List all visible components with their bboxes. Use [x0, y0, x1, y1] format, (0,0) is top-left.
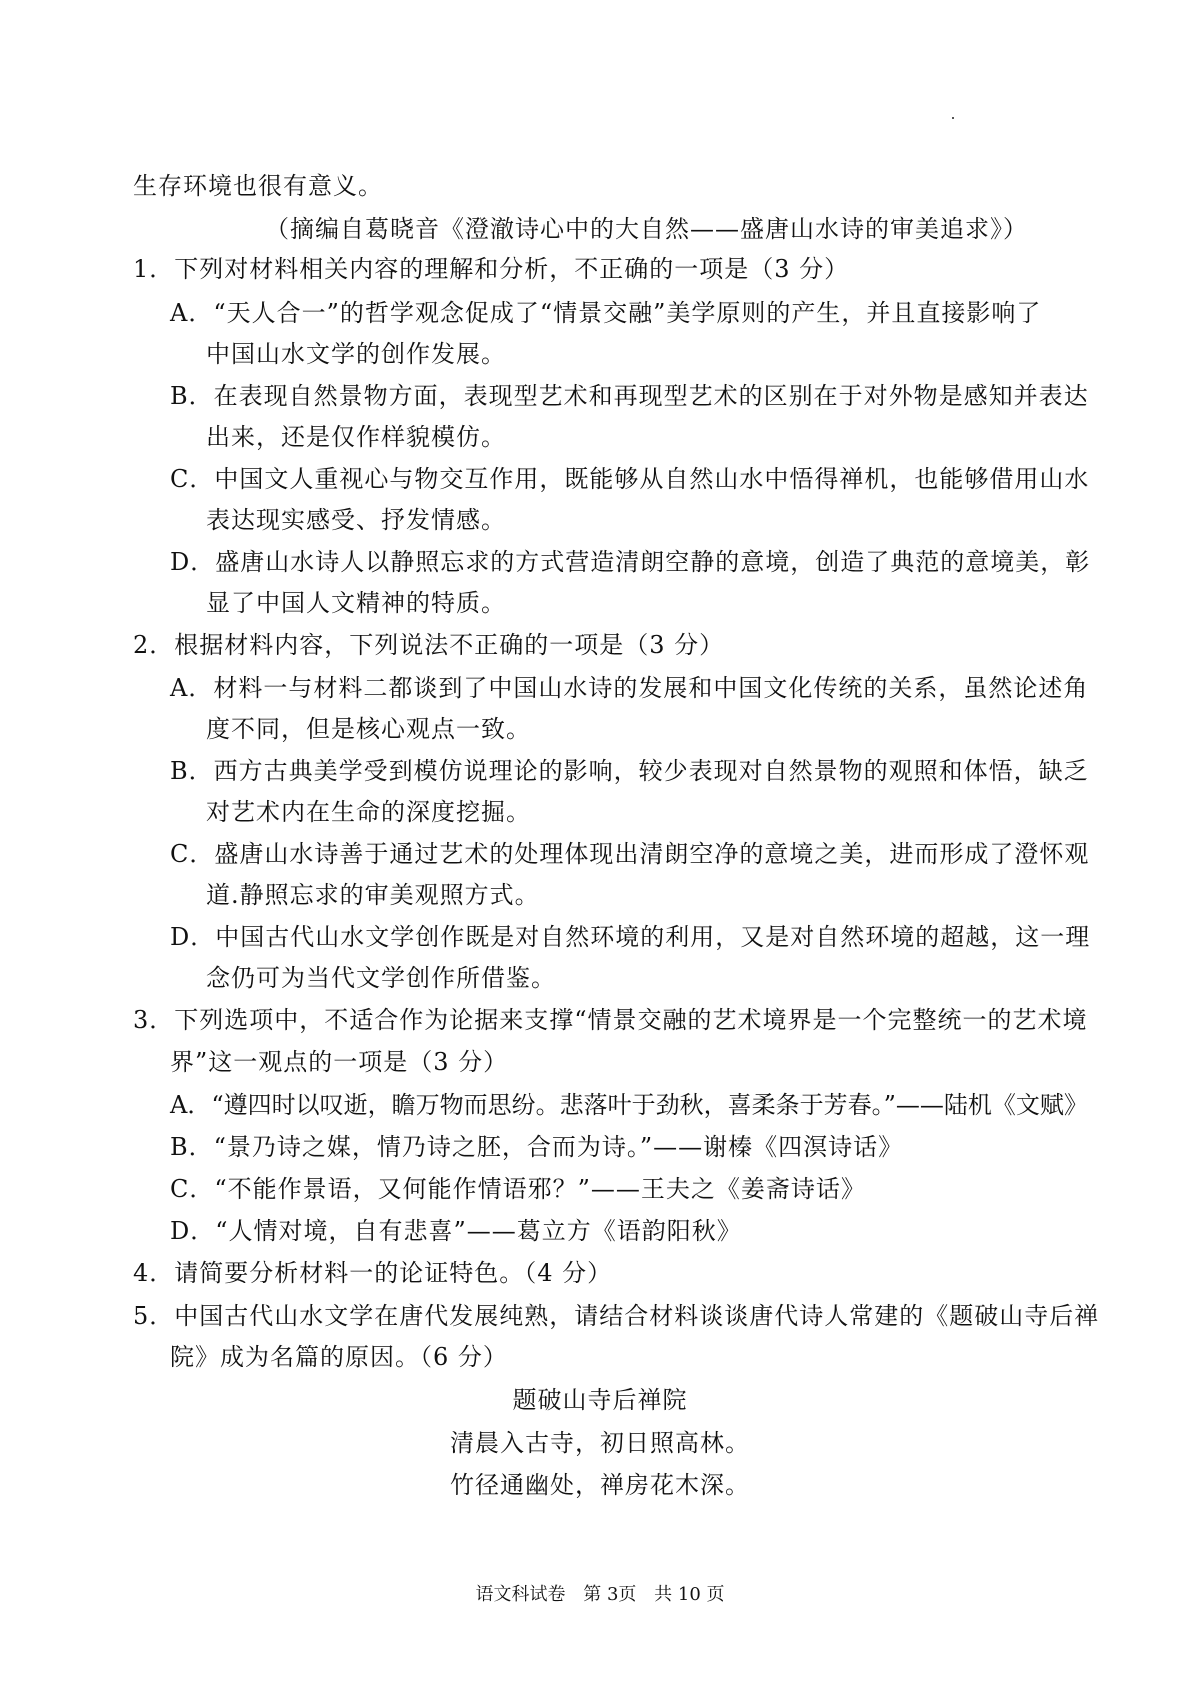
q1-option-b-line1: B．在表现自然景物方面，表现型艺术和再现型艺术的区别在于对外物是感知并表达	[170, 382, 1089, 410]
poem-line: 清晨入古寺，初日照高林。	[450, 1429, 750, 1457]
poem-line: 竹径通幽处，禅房花木深。	[450, 1471, 750, 1499]
q3-option-a: A．“遵四时以叹逝，瞻万物而思纷。悲落叶于劲秋，喜柔条于芳春。”——陆机《文赋》	[170, 1091, 1088, 1119]
question-3-stem-line1: 3．下列选项中，不适合作为论据来支撑“情景交融的艺术境界是一个完整统一的艺术境	[133, 1006, 1088, 1034]
question-3-stem-line2: 界”这一观点的一项是（3 分）	[170, 1048, 509, 1076]
q1-option-d-line2: 显了中国人文精神的特质。	[206, 589, 506, 617]
footer-total-pages: 共 10 页	[654, 1584, 725, 1605]
question-5-stem-line2: 院》成为名篇的原因。（6 分）	[170, 1343, 508, 1371]
q3-option-b: B．“景乃诗之媒，情乃诗之胚，合而为诗。”——谢榛《四溟诗话》	[170, 1133, 904, 1161]
footer-subject: 语文科试卷	[475, 1584, 566, 1605]
q1-option-d-line1: D．盛唐山水诗人以静照忘求的方式营造清朗空静的意境，创造了典范的意境美，彰	[170, 548, 1091, 576]
q3-option-d: D．“人情对境，自有悲喜”——葛立方《语韵阳秋》	[170, 1217, 742, 1245]
q2-option-b-line1: B．西方古典美学受到模仿说理论的影响，较少表现对自然景物的观照和体悟，缺乏	[170, 757, 1089, 785]
q1-option-a-line2: 中国山水文学的创作发展。	[206, 340, 506, 368]
scan-speck	[952, 117, 954, 119]
question-2-stem: 2．根据材料内容，下列说法不正确的一项是（3 分）	[133, 631, 725, 659]
source-citation: （摘编自葛晓音《澄澈诗心中的大自然——盛唐山水诗的审美追求》）	[265, 215, 1028, 243]
poem-title: 题破山寺后禅院	[512, 1386, 688, 1414]
question-5-stem-line1: 5．中国古代山水文学在唐代发展纯熟，请结合材料谈谈唐代诗人常建的《题破山寺后禅	[133, 1302, 1100, 1330]
q2-option-c-line2: 道.静照忘求的审美观照方式。	[206, 881, 540, 909]
q2-option-d-line2: 念仍可为当代文学创作所借鉴。	[206, 964, 556, 992]
q3-option-c: C．“不能作景语，又何能作情语邪？”——王夫之《姜斋诗话》	[170, 1175, 866, 1203]
q1-option-a-line1: A．“天人合一”的哲学观念促成了“情景交融”美学原则的产生，并且直接影响了	[170, 299, 1042, 327]
question-1-stem: 1．下列对材料相关内容的理解和分析，不正确的一项是（3 分）	[133, 255, 850, 283]
q2-option-a-line1: A．材料一与材料二都谈到了中国山水诗的发展和中国文化传统的关系，虽然论述角	[170, 674, 1089, 702]
question-4-stem: 4．请简要分析材料一的论证特色。（4 分）	[133, 1259, 613, 1287]
q1-option-b-line2: 出来，还是仅作样貌模仿。	[206, 423, 506, 451]
page-footer	[0, 1582, 1200, 1608]
continuation-text: 生存环境也很有意义。	[133, 172, 383, 200]
q2-option-a-line2: 度不同，但是核心观点一致。	[206, 715, 531, 743]
q2-option-c-line1: C．盛唐山水诗善于通过艺术的处理体现出清朗空净的意境之美，进而形成了澄怀观	[170, 840, 1090, 868]
footer-page-number: 第 3页	[583, 1584, 637, 1605]
q1-option-c-line1: C．中国文人重视心与物交互作用，既能够从自然山水中悟得禅机，也能够借用山水	[170, 465, 1090, 493]
q1-option-c-line2: 表达现实感受、抒发情感。	[206, 506, 506, 534]
q2-option-b-line2: 对艺术内在生命的深度挖掘。	[206, 798, 531, 826]
q2-option-d-line1: D．中国古代山水文学创作既是对自然环境的利用，又是对自然环境的超越，这一理	[170, 923, 1091, 951]
